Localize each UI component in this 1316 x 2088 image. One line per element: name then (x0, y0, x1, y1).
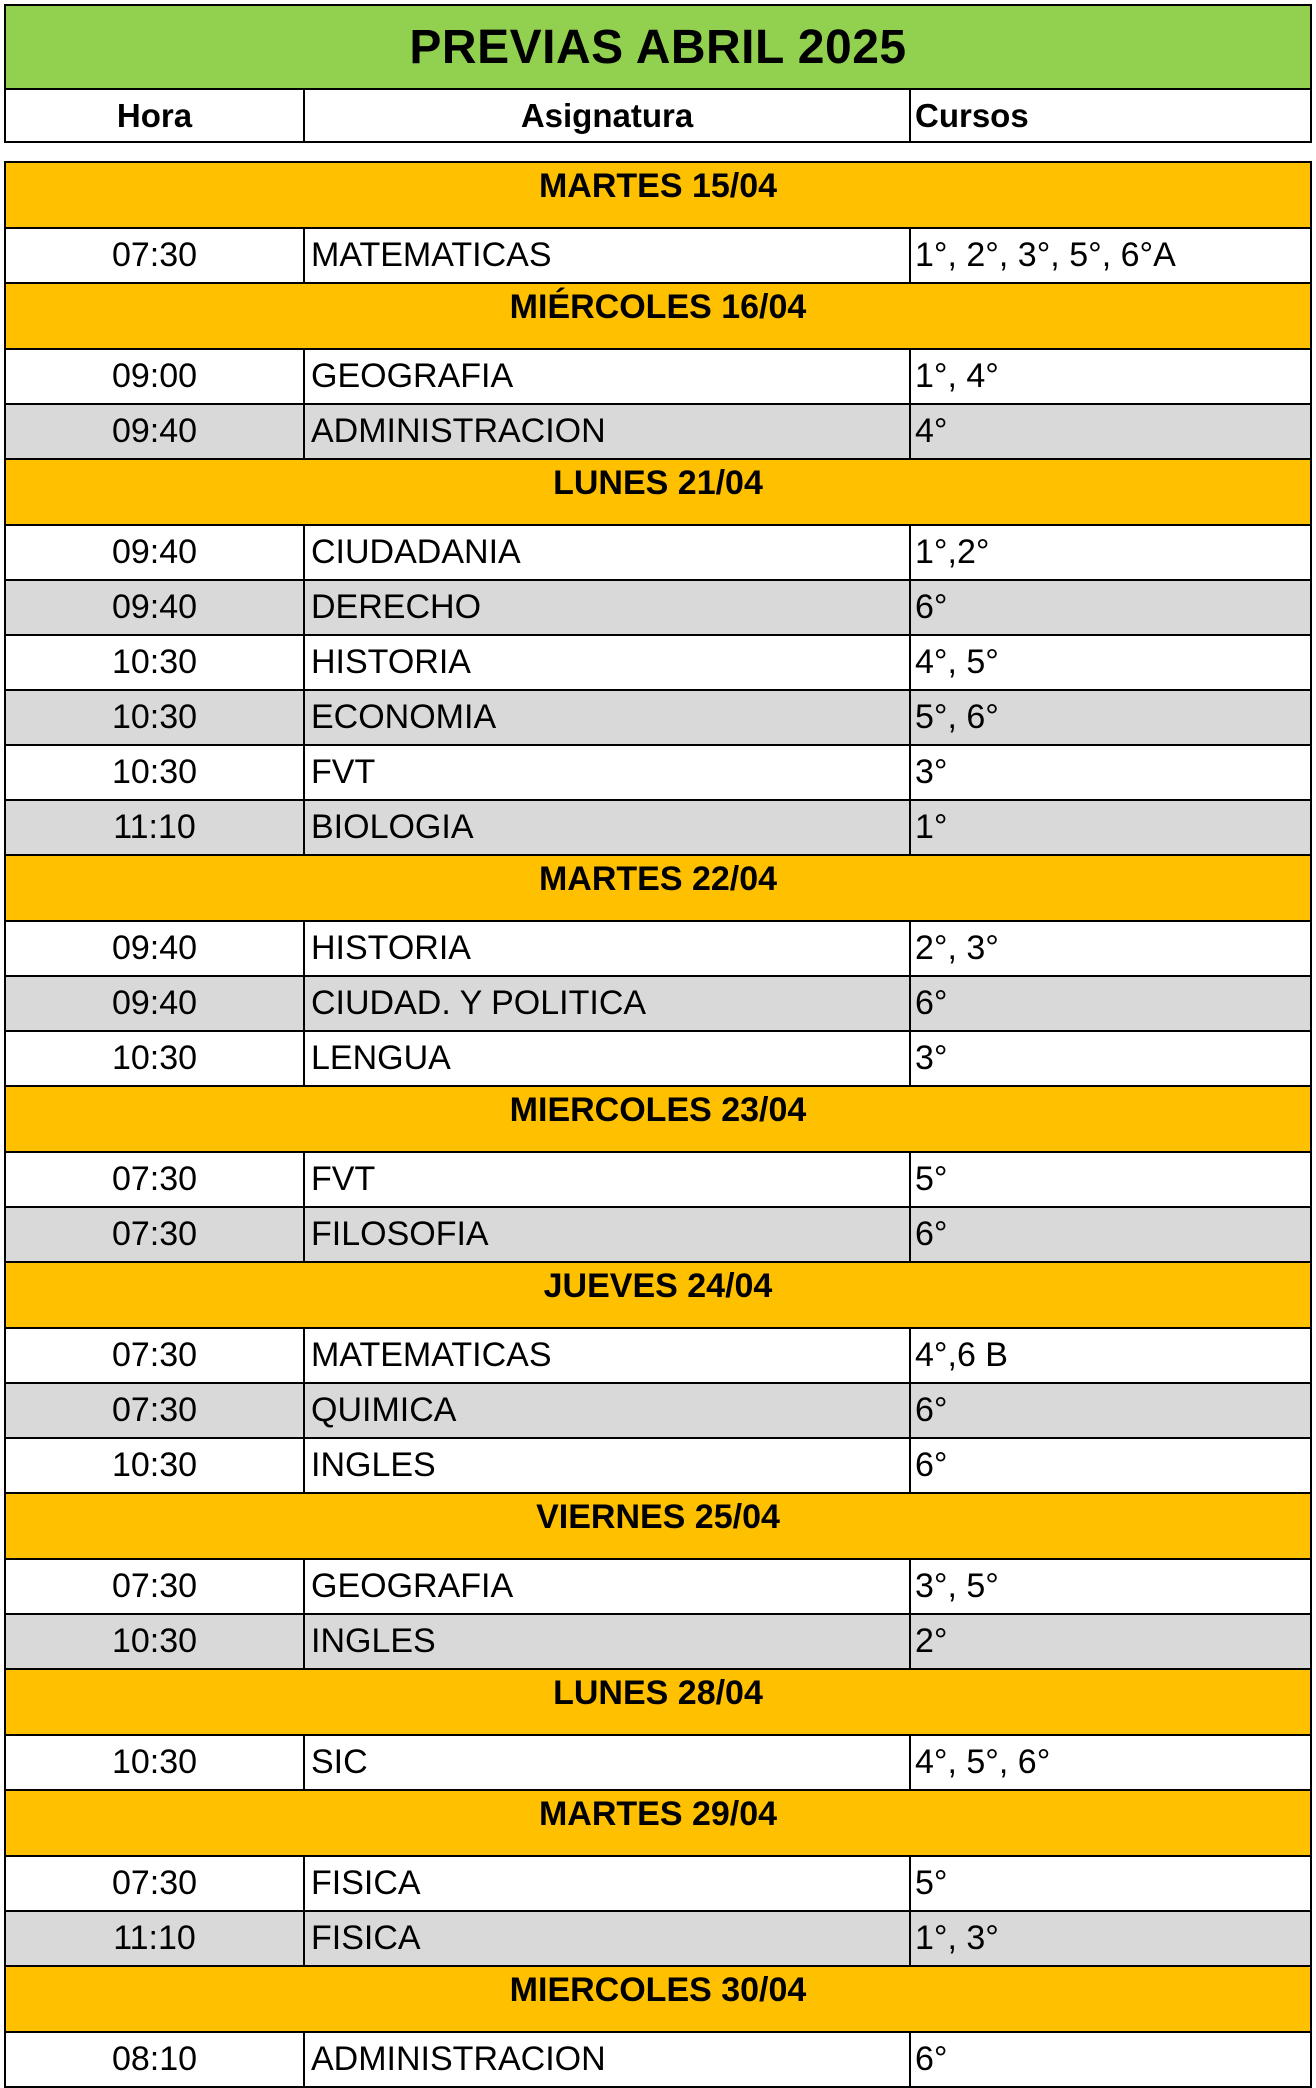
cursos-cell: 1°,2° (915, 533, 990, 571)
hora-cell: 08:10 (6, 2033, 305, 2086)
day-header: MARTES 15/04 (6, 163, 1310, 229)
asignatura-cell: FVT (305, 746, 911, 799)
asignatura-cell: ECONOMIA (305, 691, 911, 744)
header-cursos: Cursos (915, 96, 1029, 134)
hora-cell: 07:30 (6, 1153, 305, 1206)
cursos-cell: 1°, 4° (915, 357, 999, 395)
table-row (6, 1857, 1310, 1912)
hora-cell: 07:30 (6, 1329, 305, 1382)
table-row (6, 746, 1310, 801)
table-row (6, 229, 1310, 284)
table-row (6, 1384, 1310, 1439)
cursos-cell: 4°, 5° (915, 643, 999, 681)
hora-cell: 10:30 (6, 746, 305, 799)
asignatura-cell: ADMINISTRACION (305, 405, 911, 458)
table-row (6, 581, 1310, 636)
asignatura-cell: FILOSOFIA (305, 1208, 911, 1261)
hora-cell: 07:30 (6, 1208, 305, 1261)
day-header: LUNES 21/04 (6, 460, 1310, 526)
hora-cell: 09:00 (6, 350, 305, 403)
cursos-cell: 2° (915, 1622, 948, 1660)
table-row (6, 691, 1310, 746)
day-header: JUEVES 24/04 (6, 1263, 1310, 1329)
table-row (6, 1032, 1310, 1087)
cursos-cell: 6° (915, 1391, 948, 1429)
table-row (6, 801, 1310, 856)
hora-cell: 10:30 (6, 1615, 305, 1668)
table-row (6, 977, 1310, 1032)
day-header: MARTES 29/04 (6, 1791, 1310, 1857)
cursos-cell: 1°, 3° (915, 1919, 999, 1957)
asignatura-cell: HISTORIA (305, 636, 911, 689)
hora-cell: 10:30 (6, 636, 305, 689)
hora-cell: 11:10 (6, 1912, 305, 1965)
hora-cell: 10:30 (6, 1439, 305, 1492)
cursos-cell: 3° (915, 1039, 948, 1077)
cursos-cell: 6° (915, 2040, 948, 2078)
asignatura-cell: GEOGRAFIA (305, 350, 911, 403)
table-row (6, 1736, 1310, 1791)
table-row (6, 1439, 1310, 1494)
day-header: MIERCOLES 30/04 (6, 1967, 1310, 2033)
table-row (6, 350, 1310, 405)
hora-cell: 09:40 (6, 526, 305, 579)
asignatura-cell: DERECHO (305, 581, 911, 634)
asignatura-cell: LENGUA (305, 1032, 911, 1085)
header-hora: Hora (6, 90, 305, 141)
asignatura-cell: MATEMATICAS (305, 1329, 911, 1382)
table-row (6, 405, 1310, 460)
hora-cell: 09:40 (6, 581, 305, 634)
table-row (6, 1615, 1310, 1670)
header-asignatura: Asignatura (305, 90, 911, 141)
cursos-cell: 5° (915, 1160, 948, 1198)
table-header (4, 88, 1312, 143)
asignatura-cell: INGLES (305, 1439, 911, 1492)
cursos-cell: 6° (915, 1446, 948, 1484)
asignatura-cell: CIUDAD. Y POLITICA (305, 977, 911, 1030)
hora-cell: 07:30 (6, 1384, 305, 1437)
day-header: MARTES 22/04 (6, 856, 1310, 922)
day-header: MIERCOLES 23/04 (6, 1087, 1310, 1153)
hora-cell: 09:40 (6, 977, 305, 1030)
cursos-cell: 1° (915, 808, 948, 846)
table-row (6, 636, 1310, 691)
hora-cell: 10:30 (6, 1032, 305, 1085)
hora-cell: 10:30 (6, 1736, 305, 1789)
day-header: VIERNES 25/04 (6, 1494, 1310, 1560)
exam-schedule-table (4, 161, 1312, 2088)
asignatura-cell: CIUDADANIA (305, 526, 911, 579)
cursos-cell: 2°, 3° (915, 929, 999, 967)
cursos-cell: 5°, 6° (915, 698, 999, 736)
table-row (6, 1153, 1310, 1208)
cursos-cell: 1°, 2°, 3°, 5°, 6°A (915, 236, 1176, 274)
cursos-cell: 4° (915, 412, 948, 450)
asignatura-cell: MATEMATICAS (305, 229, 911, 282)
cursos-cell: 3° (915, 753, 948, 791)
table-row (6, 1560, 1310, 1615)
asignatura-cell: ADMINISTRACION (305, 2033, 911, 2086)
table-row (6, 2033, 1310, 2088)
asignatura-cell: INGLES (305, 1615, 911, 1668)
hora-cell: 09:40 (6, 922, 305, 975)
asignatura-cell: FISICA (305, 1912, 911, 1965)
table-row (6, 1208, 1310, 1263)
cursos-cell: 5° (915, 1864, 948, 1902)
cursos-cell: 4°, 5°, 6° (915, 1743, 1051, 1781)
page-title: PREVIAS ABRIL 2025 (4, 4, 1312, 88)
hora-cell: 07:30 (6, 1560, 305, 1613)
cursos-cell: 6° (915, 984, 948, 1022)
asignatura-cell: GEOGRAFIA (305, 1560, 911, 1613)
hora-cell: 10:30 (6, 691, 305, 744)
hora-cell: 07:30 (6, 229, 305, 282)
table-row (6, 526, 1310, 581)
asignatura-cell: FVT (305, 1153, 911, 1206)
asignatura-cell: BIOLOGIA (305, 801, 911, 854)
day-header: MIÉRCOLES 16/04 (6, 284, 1310, 350)
asignatura-cell: FISICA (305, 1857, 911, 1910)
asignatura-cell: QUIMICA (305, 1384, 911, 1437)
cursos-cell: 6° (915, 588, 948, 626)
cursos-cell: 4°,6 B (915, 1336, 1008, 1374)
hora-cell: 11:10 (6, 801, 305, 854)
cursos-cell: 3°, 5° (915, 1567, 999, 1605)
day-header: LUNES 28/04 (6, 1670, 1310, 1736)
asignatura-cell: HISTORIA (305, 922, 911, 975)
hora-cell: 07:30 (6, 1857, 305, 1910)
cursos-cell: 6° (915, 1215, 948, 1253)
table-row (6, 1912, 1310, 1967)
table-row (6, 922, 1310, 977)
hora-cell: 09:40 (6, 405, 305, 458)
table-row (6, 1329, 1310, 1384)
asignatura-cell: SIC (305, 1736, 911, 1789)
